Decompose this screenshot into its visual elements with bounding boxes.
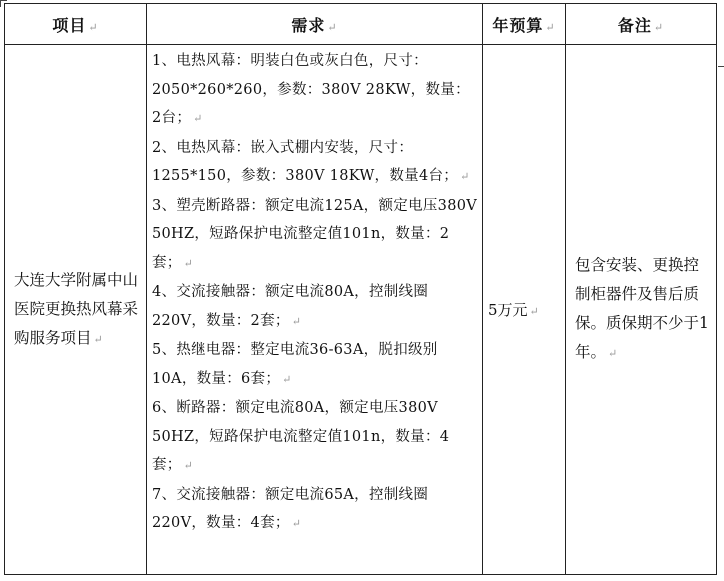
header-requirements: 需求 ↵	[147, 4, 483, 45]
procurement-table	[4, 3, 717, 575]
requirement-item-4: 4、交流接触器：额定电流80A，控制线圈220V，数量：2套； ↵	[152, 284, 429, 329]
requirement-item-7: 7、交流接触器：额定电流65A，控制线圈220V，数量：4套； ↵	[152, 486, 429, 531]
requirement-item-1: 1、电热风幕：明装白色或灰白色，尺寸：2050*260*260，参数：380V 28KW，数量：2台； ↵	[152, 53, 470, 126]
requirement-item-2: 2、电热风幕：嵌入式棚内安装，尺寸：1255*150，参数：380V 18KW，数量4台； ↵	[152, 139, 470, 184]
cell-project: 大连大学附属中山医院更换热风幕采购服务项目 ↵	[5, 45, 147, 575]
header-row	[5, 4, 717, 45]
header-remarks: 备注 ↵	[566, 4, 717, 45]
data-row	[5, 45, 717, 575]
cell-requirements	[147, 45, 483, 575]
table-edge-mark	[718, 66, 724, 67]
requirement-item-3: 3、塑壳断路器：额定电流125A，额定电压380V 50HZ，短路保护电流整定值101n，数量：2套； ↵	[152, 197, 478, 271]
header-budget: 年预算 ↵	[483, 4, 566, 45]
requirement-item-5: 5、热继电器：整定电流36-63A，脱扣级别10A，数量：6套； ↵	[152, 342, 438, 387]
cell-budget: 5万元 ↵	[483, 45, 566, 575]
cell-remarks: 包含安装、更换控制柜器件及售后质保。质保期不少于1年。 ↵	[566, 45, 717, 575]
header-project: 项目 ↵	[5, 4, 147, 45]
requirement-item-6: 6、断路器：额定电流80A，额定电压380V 50HZ，短路保护电流整定值101n，数量：4套； ↵	[152, 400, 450, 473]
